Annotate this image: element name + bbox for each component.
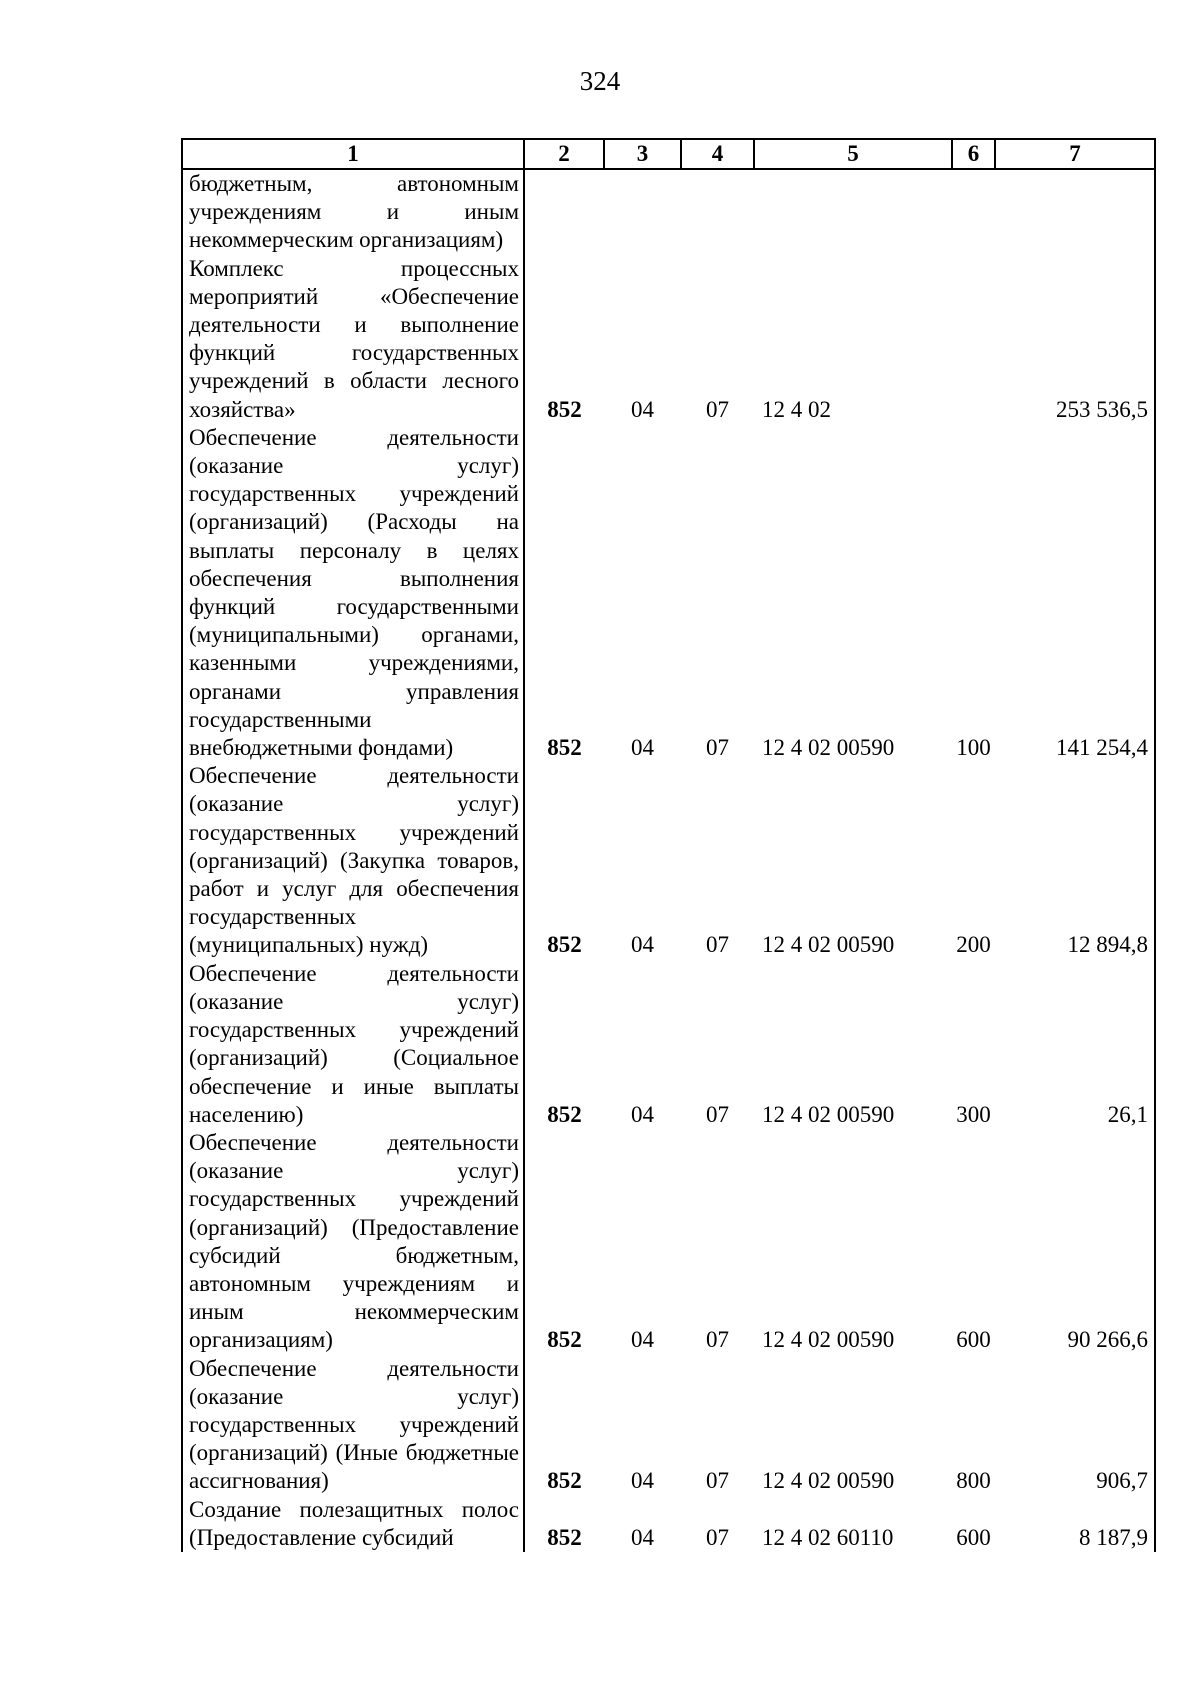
row-section-code: 04: [631, 932, 654, 958]
row-description: Обеспечение деятельности (оказание услуг) государственных учреждений (организаций) (Закупка товаров, работ и услуг для обеспечения государственных (муниципальных) нужд): [182, 762, 524, 959]
table-row: [182, 424, 1155, 762]
row-target-article: 12 4 02: [762, 396, 831, 422]
row-description: бюджетным, автономным учреждениям и иным некоммерческим организациям): [182, 169, 524, 255]
row-expense-type: [952, 169, 995, 255]
row-section-code: 04: [631, 735, 654, 761]
row-amount: 141 254,4: [995, 424, 1155, 762]
table-header: [182, 139, 1155, 169]
table-row: [182, 1129, 1155, 1355]
row-target-article: 12 4 02 00590: [762, 932, 895, 958]
table-row: [182, 255, 1155, 424]
row-ministry-code: 852: [547, 1468, 582, 1494]
row-target-article: 12 4 02 00590: [762, 1101, 895, 1127]
column-header-3: 3: [604, 139, 681, 169]
row-subsection-code: 07: [706, 396, 729, 422]
row-ministry-code: [524, 169, 604, 255]
row-expense-type: [952, 255, 995, 424]
page-number: 324: [579, 66, 621, 96]
column-header-2: 2: [524, 139, 604, 169]
row-expense-type: 100: [956, 735, 991, 761]
column-header-5: 5: [754, 139, 952, 169]
table-body: [182, 169, 1155, 1552]
row-description: Обеспечение деятельности (оказание услуг) государственных учреждений (организаций) (Предоставление субсидий бюджетным, автономным учреждениям и иным некоммерческим организациям): [182, 1129, 524, 1355]
row-ministry-code: 852: [547, 1524, 582, 1550]
table-row: [182, 1355, 1155, 1496]
row-description: Обеспечение деятельности (оказание услуг) государственных учреждений (организаций) (Иные бюджетные ассигнования): [182, 1355, 524, 1496]
row-expense-type: 800: [956, 1468, 991, 1494]
row-ministry-code: 852: [547, 1101, 582, 1127]
column-header-1: 1: [182, 139, 524, 169]
row-ministry-code: 852: [547, 1327, 582, 1353]
table-row: [182, 1496, 1155, 1552]
row-section-code: 04: [631, 1468, 654, 1494]
row-amount: 8 187,9: [995, 1496, 1155, 1552]
row-target-article: 12 4 02 00590: [762, 1468, 895, 1494]
row-expense-type: 300: [956, 1101, 991, 1127]
row-section-code: 04: [631, 1101, 654, 1127]
row-expense-type: 600: [956, 1327, 991, 1353]
row-target-article: 12 4 02 00590: [762, 735, 895, 761]
row-amount: 90 266,6: [995, 1129, 1155, 1355]
header-row: [182, 139, 1155, 169]
column-header-4: 4: [681, 139, 754, 169]
row-ministry-code: 852: [547, 735, 582, 761]
row-description: Создание полезащитных полос (Предоставление субсидий: [182, 1496, 524, 1552]
row-target-article: 12 4 02 00590: [762, 1327, 895, 1353]
row-expense-type: 200: [956, 932, 991, 958]
row-amount: 906,7: [995, 1355, 1155, 1496]
row-ministry-code: 852: [547, 932, 582, 958]
row-section-code: 04: [631, 1524, 654, 1550]
budget-table: [181, 138, 1156, 1552]
row-subsection-code: 07: [706, 735, 729, 761]
row-description: Комплекс процессных мероприятий «Обеспечение деятельности и выполнение функций государственных учреждений в области лесного хозяйства»: [182, 255, 524, 424]
row-subsection-code: 07: [706, 932, 729, 958]
row-subsection-code: [681, 169, 754, 255]
row-subsection-code: 07: [706, 1468, 729, 1494]
column-header-7: 7: [995, 139, 1155, 169]
row-target-article: 12 4 02 60110: [762, 1524, 894, 1550]
row-amount: 253 536,5: [995, 255, 1155, 424]
row-subsection-code: 07: [706, 1524, 729, 1550]
row-ministry-code: 852: [547, 396, 582, 422]
row-target-article: [754, 169, 952, 255]
row-subsection-code: 07: [706, 1327, 729, 1353]
row-description: Обеспечение деятельности (оказание услуг) государственных учреждений (организаций) (Социальное обеспечение и иные выплаты населению): [182, 960, 524, 1129]
row-amount: [995, 169, 1155, 255]
row-subsection-code: 07: [706, 1101, 729, 1127]
column-header-6: 6: [952, 139, 995, 169]
row-description: Обеспечение деятельности (оказание услуг) государственных учреждений (организаций) (Расходы на выплаты персоналу в целях обеспечения выполнения функций государственными (муниципальными) органами, казенными учреждениями, органами управления государственными внебюджетными фондами): [182, 424, 524, 762]
row-expense-type: 600: [956, 1524, 991, 1550]
row-section-code: [604, 169, 681, 255]
row-section-code: 04: [631, 1327, 654, 1353]
row-amount: 26,1: [995, 960, 1155, 1129]
table-row: [182, 960, 1155, 1129]
row-section-code: 04: [631, 396, 654, 422]
table-row: [182, 762, 1155, 959]
table-row: [182, 169, 1155, 255]
row-amount: 12 894,8: [995, 762, 1155, 959]
